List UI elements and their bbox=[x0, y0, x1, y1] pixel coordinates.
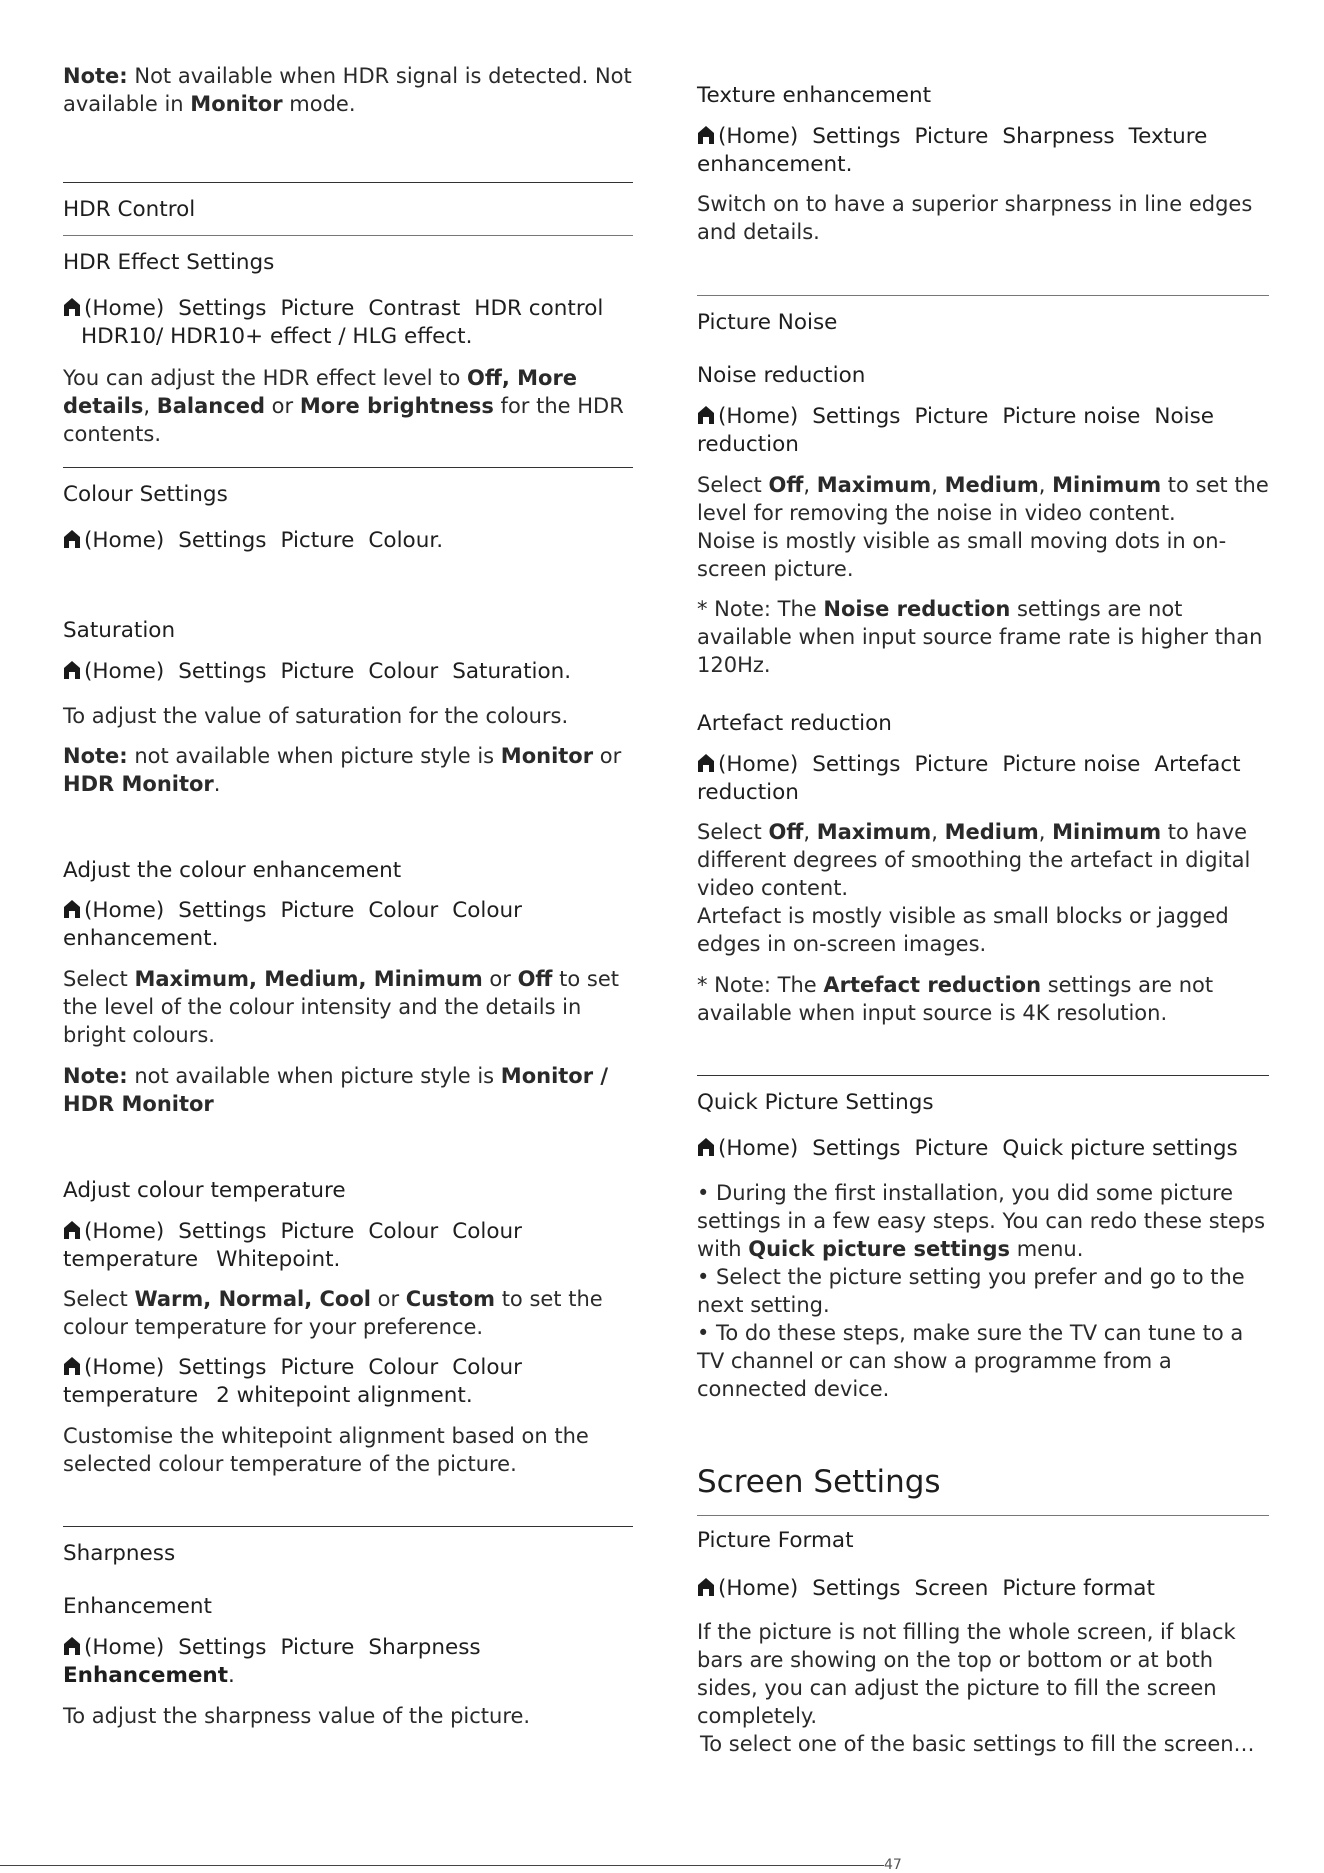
home-icon bbox=[697, 1577, 715, 1597]
divider bbox=[697, 295, 1269, 296]
home-icon bbox=[63, 1636, 81, 1656]
menu-path-colour-temperature: (Home) Settings Picture Colour Colour temperature Whitepoint. bbox=[63, 1219, 522, 1272]
menu-path-picture-format: (Home) Settings Screen Picture format bbox=[697, 1575, 1269, 1603]
section-title-quick-picture-settings: Quick Picture Settings bbox=[697, 1090, 934, 1115]
menu-path-noise-reduction: (Home) Settings Picture Picture noise Noise reduction bbox=[697, 404, 1215, 457]
home-icon bbox=[63, 899, 81, 919]
footer-rule bbox=[0, 1865, 884, 1866]
menu-path-quick-picture-settings: (Home) Settings Picture Quick picture settings bbox=[697, 1135, 1269, 1163]
divider bbox=[63, 467, 633, 468]
quick-picture-bullets bbox=[697, 1179, 1269, 1403]
home-icon bbox=[697, 1137, 715, 1157]
menu-path-whitepoint: (Home) Settings Picture Colour Colour temperature 2 whitepoint alignment. bbox=[63, 1355, 522, 1408]
noise-reduction-description: Select Off, Maximum, Medium, Minimum to set the level for removing the noise in video content. Noise is mostly visible as small moving dots in on-screen picture. bbox=[697, 473, 1269, 581]
menu-path-colour: (Home) Settings Picture Colour. bbox=[63, 527, 633, 555]
heading-artefact-reduction: Artefact reduction bbox=[697, 711, 892, 736]
menu-path-sharpness-enhancement: (Home) Settings Picture Sharpness Enhancement. bbox=[63, 1635, 481, 1688]
section-title-sharpness: Sharpness bbox=[63, 1541, 176, 1566]
home-icon bbox=[63, 529, 81, 549]
menu-path-saturation: (Home) Settings Picture Colour Saturation. bbox=[63, 658, 633, 686]
section-title-picture-noise: Picture Noise bbox=[697, 310, 838, 335]
home-icon bbox=[697, 753, 715, 773]
heading-colour-enhancement: Adjust the colour enhancement bbox=[63, 858, 402, 883]
heading-texture-enhancement: Texture enhancement bbox=[697, 83, 932, 108]
colour-enhancement-note: Note: not available when picture style is Monitor / HDR Monitor bbox=[63, 1064, 609, 1116]
note-hdr-availability: Note: Not available when HDR signal is detected. Not available in Monitor mode. bbox=[63, 64, 632, 116]
colour-temperature-description: Select Warm, Normal, Cool or Custom to set the colour temperature for your preference. bbox=[63, 1287, 603, 1339]
section-title-hdr-control: HDR Control bbox=[63, 197, 196, 222]
home-icon bbox=[63, 1220, 81, 1240]
home-icon bbox=[63, 1356, 81, 1376]
chapter-title-screen-settings: Screen Settings bbox=[697, 1464, 941, 1500]
home-icon bbox=[697, 405, 715, 425]
home-icon bbox=[697, 125, 715, 145]
divider bbox=[63, 182, 633, 183]
hdr-effect-description: You can adjust the HDR effect level to Off, More details, Balanced or More brightness for the HDR contents. bbox=[63, 366, 624, 446]
saturation-description: To adjust the value of saturation for the colours. bbox=[63, 704, 569, 728]
bullet-item: • To do these steps, make sure the TV can tune to a TV channel or can show a programme from a connected device. bbox=[697, 1321, 1244, 1401]
bullet-item: • During the first installation, you did some picture settings in a few easy steps. You can redo these steps with Quick picture settings menu. bbox=[697, 1181, 1266, 1261]
divider bbox=[697, 1075, 1269, 1076]
saturation-note: Note: not available when picture style is Monitor or HDR Monitor. bbox=[63, 744, 622, 796]
heading-picture-format: Picture Format bbox=[697, 1528, 854, 1553]
home-icon bbox=[63, 297, 81, 317]
colour-enhancement-description: Select Maximum, Medium, Minimum or Off to set the level of the colour intensity and the details in bright colours. bbox=[63, 967, 619, 1047]
heading-noise-reduction: Noise reduction bbox=[697, 363, 866, 388]
divider bbox=[63, 235, 633, 236]
heading-hdr-effect-settings: HDR Effect Settings bbox=[63, 250, 275, 275]
page-number: 47 bbox=[884, 1857, 902, 1873]
menu-path-artefact-reduction: (Home) Settings Picture Picture noise Artefact reduction bbox=[697, 752, 1241, 805]
menu-path-colour-enhancement: (Home) Settings Picture Colour Colour enhancement. bbox=[63, 898, 522, 951]
heading-enhancement: Enhancement bbox=[63, 1594, 212, 1619]
home-icon bbox=[63, 660, 81, 680]
divider bbox=[697, 1515, 1269, 1516]
noise-reduction-note: * Note: The Noise reduction settings are not available when input source frame rate is higher than 120Hz. bbox=[697, 597, 1263, 677]
texture-description: Switch on to have a superior sharpness in line edges and details. bbox=[697, 192, 1253, 244]
enhancement-description: To adjust the sharpness value of the picture. bbox=[63, 1704, 531, 1728]
heading-colour-temperature: Adjust colour temperature bbox=[63, 1178, 346, 1203]
section-title-colour-settings: Colour Settings bbox=[63, 482, 228, 507]
bullet-item: • Select the picture setting you prefer and go to the next setting. bbox=[697, 1265, 1245, 1317]
menu-path-hdr-effect: (Home) Settings Picture Contrast HDR control HDR10/ HDR10+ effect / HLG effect. bbox=[63, 295, 633, 351]
divider bbox=[63, 1526, 633, 1527]
menu-path-texture-enhancement: (Home) Settings Picture Sharpness Texture enhancement. bbox=[697, 124, 1208, 177]
artefact-reduction-note: * Note: The Artefact reduction settings are not available when input source is 4K resolution. bbox=[697, 973, 1214, 1025]
artefact-reduction-description: Select Off, Maximum, Medium, Minimum to have different degrees of smoothing the artefact in digital video content. Artefact is mostly visible as small blocks or jagged edges in on-screen images. bbox=[697, 820, 1251, 956]
heading-saturation: Saturation bbox=[63, 618, 176, 643]
whitepoint-description: Customise the whitepoint alignment based on the selected colour temperature of the picture. bbox=[63, 1424, 589, 1476]
picture-format-description: If the picture is not filling the whole screen, if black bars are showing on the top or bottom or at both sides, you can adjust the picture to fill the screen completely. To select one of the basic settings to fill the screen… bbox=[697, 1620, 1255, 1756]
